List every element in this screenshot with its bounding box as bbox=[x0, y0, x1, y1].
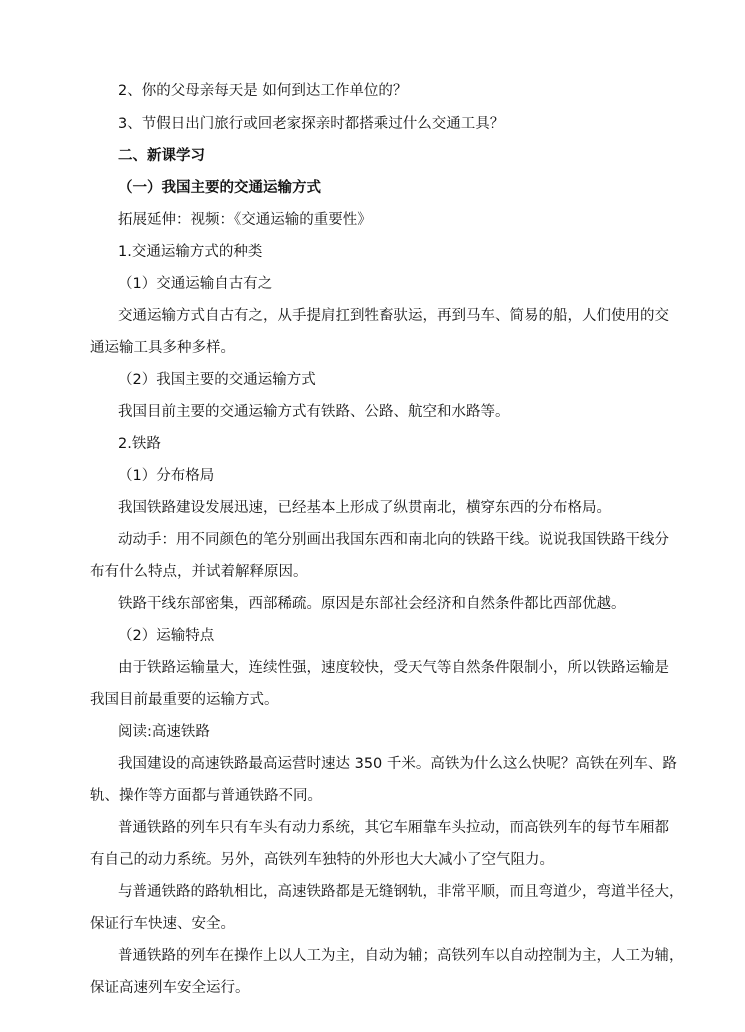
paragraph-line: 保证高速列车安全运行。 bbox=[90, 980, 250, 996]
section-heading: 二、新课学习 bbox=[118, 148, 205, 164]
paragraph-line: 布有什么特点，并试着解释原因。 bbox=[90, 564, 308, 580]
subtopic-2-1: （1）分布格局 bbox=[118, 468, 215, 484]
paragraph-line: 轨、操作等方面都与普通铁路不同。 bbox=[90, 788, 322, 804]
paragraph-line: 交通运输方式自古有之，从手提肩扛到牲畜驮运，再到马车、简易的船，人们使用的交 bbox=[118, 308, 669, 324]
paragraph-line: 有自己的动力系统。另外，高铁列车独特的外形也大大减小了空气阻力。 bbox=[90, 852, 554, 868]
paragraph-line: 我国目前最重要的运输方式。 bbox=[90, 692, 279, 708]
topic-heading-1: 1.交通运输方式的种类 bbox=[118, 244, 263, 260]
question-2: 2、你的父母亲每天是 如何到达工作单位的？ bbox=[118, 83, 408, 99]
paragraph-line: 普通铁路的列车在操作上以人工为主，自动为辅；高铁列车以自动控制为主，人工为辅， bbox=[118, 948, 684, 964]
topic-heading-2: 2.铁路 bbox=[118, 436, 161, 452]
subsection-heading: （一）我国主要的交通运输方式 bbox=[118, 180, 321, 196]
subtopic-2-2: （2）运输特点 bbox=[118, 628, 215, 644]
subtopic-1-1: （1）交通运输自古有之 bbox=[118, 276, 273, 292]
paragraph-line: 普通铁路的列车只有车头有动力系统，其它车厢靠车头拉动，而高铁列车的每节车厢都 bbox=[118, 820, 669, 836]
extension-video: 拓展延伸：视频：《交通运输的重要性》 bbox=[118, 212, 372, 228]
paragraph-line: 与普通铁路的路轨相比，高速铁路都是无缝钢轨，非常平顺，而且弯道少，弯道半径大， bbox=[118, 884, 684, 900]
paragraph-line: 我国目前主要的交通运输方式有铁路、公路、航空和水路等。 bbox=[118, 404, 510, 420]
paragraph-line: 铁路干线东部密集，西部稀疏。原因是东部社会经济和自然条件都比西部优越。 bbox=[118, 596, 626, 612]
paragraph-line: 动动手：用不同颜色的笔分别画出我国东西和南北向的铁路干线。说说我国铁路干线分 bbox=[118, 532, 669, 548]
question-3: 3、节假日出门旅行或回老家探亲时都搭乘过什么交通工具？ bbox=[118, 116, 505, 132]
subtopic-1-2: （2）我国主要的交通运输方式 bbox=[118, 372, 316, 388]
reading-heading: 阅读:高速铁路 bbox=[118, 724, 210, 740]
paragraph-line: 保证行车快速、安全。 bbox=[90, 916, 235, 932]
paragraph-line: 我国建设的高速铁路最高运营时速达 350 千米。高铁为什么这么快呢？高铁在列车、路 bbox=[118, 756, 677, 772]
paragraph-line: 通运输工具多种多样。 bbox=[90, 340, 235, 356]
paragraph-line: 由于铁路运输量大，连续性强，速度较快，受天气等自然条件限制小，所以铁路运输是 bbox=[118, 660, 669, 676]
paragraph-line: 我国铁路建设发展迅速，已经基本上形成了纵贯南北，横穿东西的分布格局。 bbox=[118, 500, 611, 516]
